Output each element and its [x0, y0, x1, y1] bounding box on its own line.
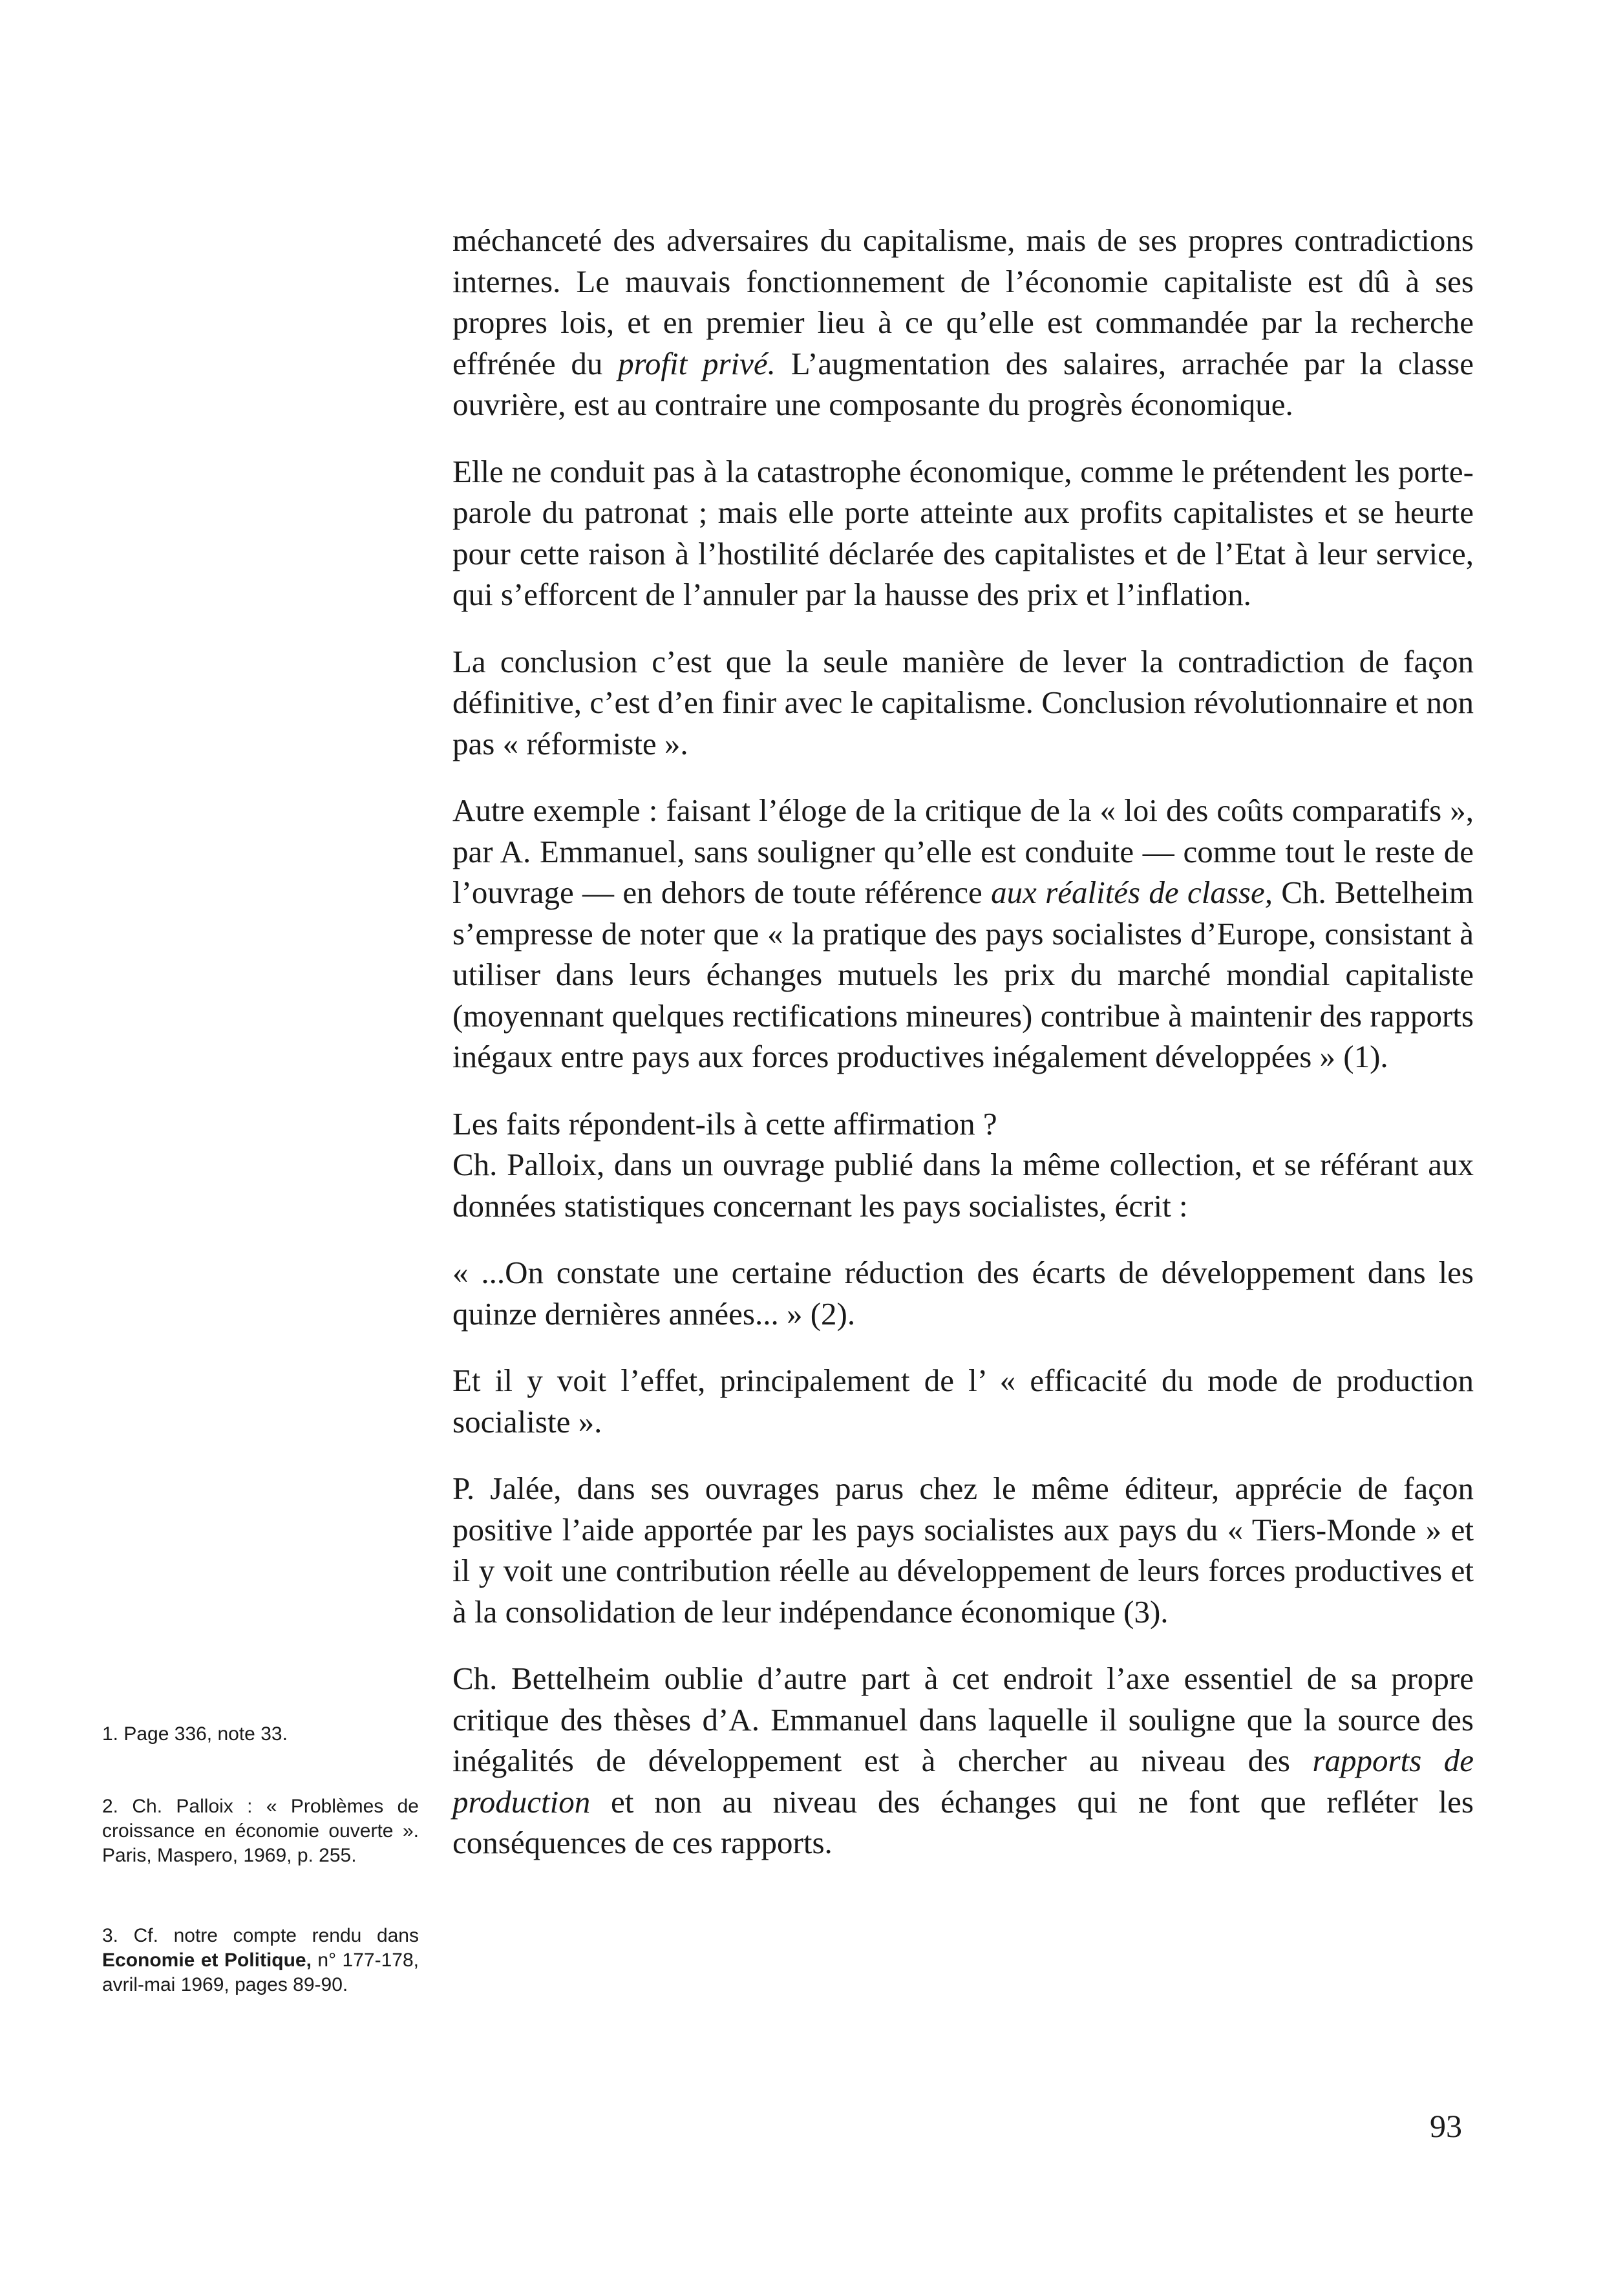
- paragraph-6: Ch. Palloix, dans un ouvrage publié dans la même collection, et se référant aux données statistiques concernant les pays socialistes, écrit :: [452, 1147, 1474, 1224]
- footnote-2: 2. Ch. Palloix : « Problèmes de croissance en économie ouverte ». Paris, Maspero, 1969, p. 255.: [102, 1796, 419, 1866]
- paragraph-1: [452, 220, 1474, 425]
- footnote-3: [102, 1924, 419, 1997]
- paragraph-2: Elle ne conduit pas à la catastrophe économique, comme le prétendent les porte-parole du patronat ; mais elle porte atteinte aux profits capitalistes et se heurte pour cette raison à l’hostilité déclarée des capitalistes et de l’Etat à leur service, qui s’efforcent de l’annuler par la hausse des prix et l’inflation.: [452, 453, 1474, 612]
- footnote-1: 1. Page 336, note 33.: [102, 1723, 288, 1745]
- paragraph-4-text-a: Autre exemple : faisant l’éloge de la critique de la « loi des coûts comparatifs », par A. Emmanuel, sans souligner qu’elle est conduite — comme tout le reste de l’ouvrage — en dehors de toute référence: [452, 792, 1474, 910]
- paragraph-10-emphasis: rapports de production: [452, 1743, 1474, 1820]
- footnote-3-journal-title: Economie et Politique,: [102, 1950, 312, 1971]
- paragraph-1-text-a: méchanceté des adversaires du capitalisme, mais de ses propres contradictions internes. Le mauvais fonctionnement de l’économie capitaliste est dû à ses propres lois, et en premier lieu à ce qu’elle est commandée par la recherche effrénée du: [452, 222, 1474, 381]
- paragraph-3: La conclusion c’est que la seule manière de lever la contradiction de façon définitive, c’est d’en finir avec le capitalisme. Conclusion révolutionnaire et non pas « réformiste ».: [452, 643, 1474, 761]
- paragraph-8: Et il y voit l’effet, principalement de l’ « efficacité du mode de production socialiste ».: [452, 1363, 1474, 1440]
- paragraph-4-text-b: Ch. Bettelheim s’empresse de noter que « la pratique des pays socialistes d’Europe, consistant à utiliser dans leurs échanges mutuels les prix du marché mondial capitaliste (moyennant quelques rectifications mineures) contribue à maintenir des rapports inégaux entre pays aux forces productives inégalement développées » (1).: [452, 875, 1474, 1074]
- paragraph-10-text-a: Ch. Bettelheim oublie d’autre part à cet endroit l’axe essentiel de sa propre critique des thèses d’A. Emmanuel dans laquelle il souligne que la source des inégalités de développement est à chercher au niveau des: [452, 1661, 1474, 1778]
- paragraph-10: [452, 1658, 1474, 1864]
- main-text-column: [452, 220, 1474, 1889]
- page-number: 93: [1430, 2108, 1462, 2144]
- footnote-3-text-b: n° 177-178, avril-mai 1969, pages 89-90.: [102, 1950, 419, 1995]
- paragraph-4: [452, 790, 1474, 1078]
- paragraph-1-emphasis: profit privé.: [618, 345, 776, 381]
- footnote-3-text-a: 3. Cf. notre compte rendu dans: [102, 1925, 419, 1946]
- paragraph-1-text-b: L’augmentation des salaires, arrachée par la classe ouvrière, est au contraire une composante du progrès économique.: [452, 345, 1474, 422]
- paragraph-4-emphasis: aux réalités de classe,: [991, 875, 1273, 910]
- paragraph-9: P. Jalée, dans ses ouvrages parus chez le même éditeur, apprécie de façon positive l’aide apportée par les pays socialistes aux pays du « Tiers-Monde » et il y voit une contribution réelle au développement de leurs forces productives et à la consolidation de leur indépendance économique (3).: [452, 1471, 1474, 1630]
- paragraph-10-text-b: et non au niveau des échanges qui ne font que refléter les conséquences de ces rapports.: [452, 1783, 1474, 1860]
- paragraph-7: « ...On constate une certaine réduction des écarts de développement dans les quinze dernières années... » (2).: [452, 1255, 1474, 1332]
- paragraph-5: Les faits répondent-ils à cette affirmation ?: [452, 1105, 997, 1142]
